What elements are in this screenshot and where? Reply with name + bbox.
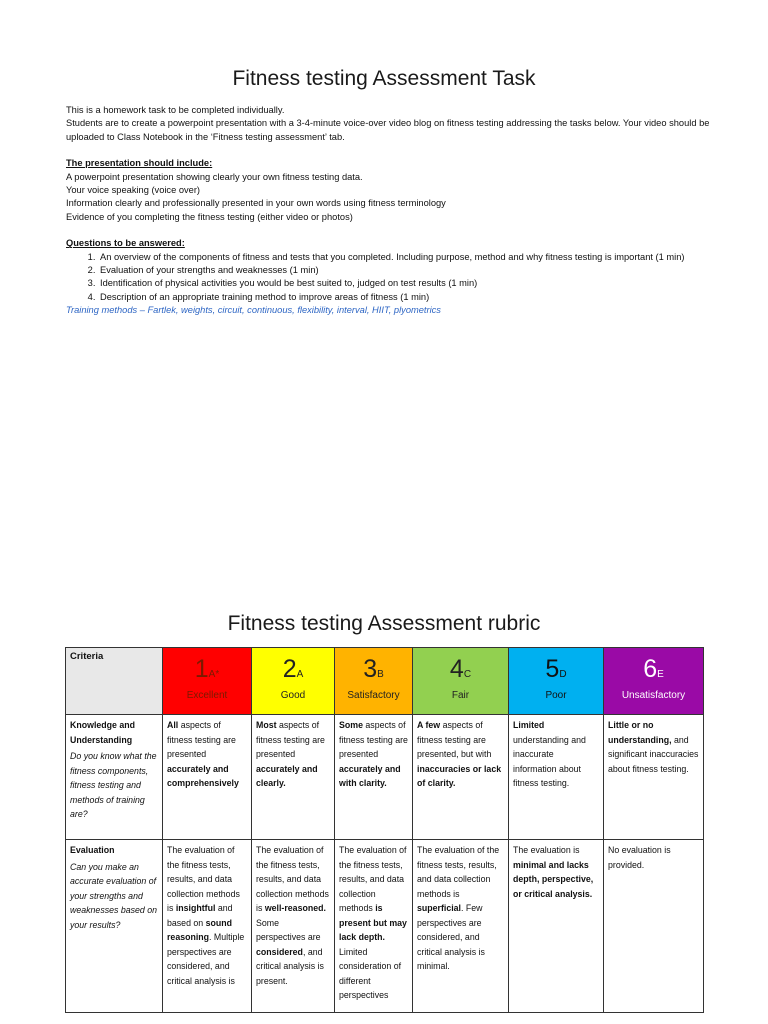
descriptor-cell: Limited understanding and inaccurate information about fitness testing. [509,715,604,840]
level-header-4 [413,648,509,715]
level-label: Satisfactory [347,690,400,701]
level-number: 5 [545,655,560,683]
presentation-item: A powerpoint presentation showing clearly your own fitness testing data. [66,171,363,182]
level-grade: A [296,669,304,680]
presentation-item: Information clearly and professionally presented in your own words using fitness terminology [66,198,446,209]
level-header-5 [509,648,604,715]
questions-list [66,251,716,305]
intro-line: This is a homework task to be completed individually. [66,105,285,115]
presentation-item: Your voice speaking (voice over) [66,185,201,196]
question-item: 2. Evaluation of your strengths and weaknesses (1 min) [98,264,716,277]
level-header-3 [335,648,413,715]
level-header-1 [163,648,252,715]
questions-heading: Questions to be answered: [66,238,185,249]
level-label: Unsatisfactory [621,690,686,701]
level-number: 3 [363,655,378,683]
intro-line: Students are to create a powerpoint presentation with a 3-4-minute voice-over video blog on fitness testing addressing the tasks below. Your video should be uploaded to Class Notebook in the ‘Fitness testing assessment’ tab. [66,118,710,142]
presentation-item: Evidence of you completing the fitness testing (either video or photos) [66,211,353,222]
descriptor-cell: Little or no understanding, and significant inaccuracies about fitness testing. [604,715,704,840]
assessment-rubric-table [65,647,704,1013]
criteria-question: Do you know what the fitness components, fitness testing and methods of training are? [70,751,157,819]
question-item: 1. An overview of the components of fitness and tests that you completed. Including purpose, method and why fitness testing is important (1 min) [98,251,716,264]
descriptor-cell: The evaluation is minimal and lacks depth, perspective, or critical analysis. [509,840,604,1013]
criteria-cell [66,715,163,840]
level-number: 4 [449,655,464,683]
question-item: 4. Description of an appropriate training method to improve areas of fitness (1 min) [98,291,716,304]
descriptor-cell: The evaluation of the fitness tests, results, and data collection methods is present but may lack depth. Limited consideration of different perspectives [335,840,413,1013]
level-number: 1 [194,655,209,683]
descriptor-cell: The evaluation of the fitness tests, results, and data collection methods is superficial. Few perspectives are considered, and critical analysis is minimal. [413,840,509,1013]
descriptor-cell: Most aspects of fitness testing are presented accurately and clearly. [252,715,335,840]
criteria-cell [66,840,163,1013]
level-grade: A* [208,669,220,680]
level-number: 2 [282,655,297,683]
descriptor-cell: All aspects of fitness testing are presented accurately and comprehensively [163,715,252,840]
training-methods-note: Training methods – Fartlek, weights, circuit, continuous, flexibility, interval, HIIT, plyometrics [66,305,441,316]
descriptor-cell: The evaluation of the fitness tests, results, and data collection methods is insightful and based on sound reasoning. Multiple perspectives are considered, and critical analysis is [163,840,252,1013]
level-header-6 [604,648,704,715]
page-title: Fitness testing Assessment Task [232,67,536,90]
descriptor-cell: A few aspects of fitness testing are presented, but with inaccuracies or lack of clarity. [413,715,509,840]
level-label: Fair [451,690,470,701]
level-grade: B [377,669,384,680]
task-instructions [66,104,716,318]
level-label: Excellent [186,690,228,701]
level-header-2 [252,648,335,715]
criteria-question: Can you make an accurate evaluation of your strengths and weaknesses based on your results? [70,861,158,930]
level-label: Poor [545,690,567,701]
criteria-name: Evaluation [70,845,115,855]
level-label: Good [280,690,306,701]
level-grade: E [657,669,664,680]
descriptor-cell: No evaluation is provided. [604,840,704,1013]
question-item: 3. Identification of physical activities you would be best suited to, judged on test results (1 min) [98,277,716,290]
criteria-header: Criteria [66,648,163,715]
rubric-row-evaluation [66,840,704,1013]
level-grade: D [559,669,567,680]
descriptor-cell: The evaluation of the fitness tests, results, and data collection methods is well-reasoned. Some perspectives are considered, and critical analysis is present. [252,840,335,1013]
level-grade: C [463,669,472,680]
descriptor-cell: Some aspects of fitness testing are presented accurately and with clarity. [335,715,413,840]
criteria-name: Knowledge and Understanding [70,720,136,745]
rubric-title: Fitness testing Assessment rubric [227,612,541,635]
level-number: 6 [643,655,658,683]
presentation-heading: The presentation should include: [66,158,213,169]
rubric-row-knowledge [66,715,704,840]
